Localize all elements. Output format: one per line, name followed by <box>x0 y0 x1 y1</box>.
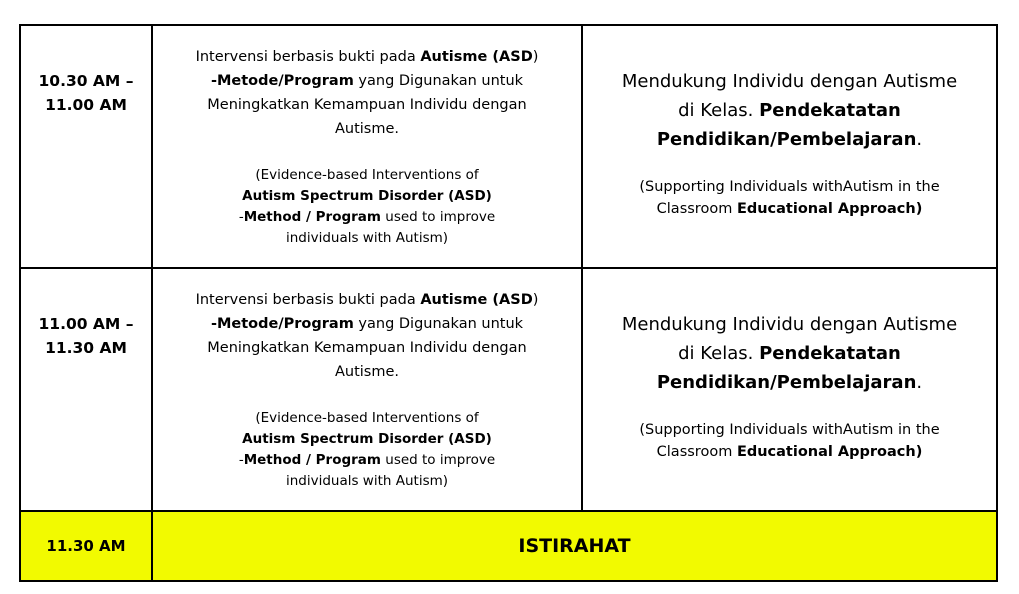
topic-id-line: Intervensi berbasis bukti pada Autisme (ASD) <box>195 291 539 308</box>
topic-id-line: -Metode/Program yang Digunakan untuk <box>210 72 524 89</box>
topic-en-block <box>161 165 573 249</box>
topic-en-line: -Method / Program used to improve <box>238 451 496 468</box>
schedule-table <box>19 24 998 582</box>
topic-en-line: (Evidence-based Interventions of <box>255 166 479 183</box>
topic-id-line: Meningkatkan Kemampuan Individu dengan <box>207 96 527 113</box>
session-title-cell <box>582 25 997 268</box>
title-id-line: di Kelas. Pendekatatan <box>678 100 901 121</box>
title-en-block <box>583 419 996 463</box>
title-en-line: (Supporting Individuals withAutism in the <box>639 422 940 438</box>
topic-en-line: -Method / Program used to improve <box>238 208 496 225</box>
time-start: 10.30 AM – <box>38 72 134 90</box>
title-en-line: Classroom Educational Approach) <box>656 201 923 217</box>
time-end: 11.30 AM <box>45 339 127 357</box>
title-id-block <box>583 67 996 154</box>
title-id-line: Mendukung Individu dengan Autisme <box>621 314 958 335</box>
schedule-row <box>20 25 997 268</box>
title-id-block <box>583 310 996 397</box>
session-topic-cell <box>152 25 582 268</box>
topic-id-line: Intervensi berbasis bukti pada Autisme (ASD) <box>195 48 539 65</box>
time-cell <box>20 268 152 511</box>
session-topic-cell <box>152 268 582 511</box>
time-cell <box>20 25 152 268</box>
topic-id-line: Autisme. <box>334 120 400 137</box>
title-id-line: Mendukung Individu dengan Autisme <box>621 71 958 92</box>
time-end: 11.00 AM <box>45 96 127 114</box>
topic-id-line: Meningkatkan Kemampuan Individu dengan <box>207 339 527 356</box>
title-en-block <box>583 176 996 220</box>
topic-en-line: Autism Spectrum Disorder (ASD) <box>242 430 492 447</box>
title-en-line: (Supporting Individuals withAutism in the <box>639 179 940 195</box>
break-row <box>20 511 997 581</box>
session-title-cell <box>582 268 997 511</box>
schedule-row <box>20 268 997 511</box>
title-id-line: Pendidikan/Pembelajaran. <box>656 372 923 393</box>
topic-en-block <box>161 408 573 492</box>
topic-id-line: -Metode/Program yang Digunakan untuk <box>210 315 524 332</box>
topic-en-line: (Evidence-based Interventions of <box>255 409 479 426</box>
time-start: 11.00 AM – <box>38 315 134 333</box>
title-id-line: di Kelas. Pendekatatan <box>678 343 901 364</box>
topic-en-line: individuals with Autism) <box>285 472 449 489</box>
break-time-cell: 11.30 AM <box>20 511 152 581</box>
title-id-line: Pendidikan/Pembelajaran. <box>656 129 923 150</box>
topic-en-line: individuals with Autism) <box>285 229 449 246</box>
break-title-cell: ISTIRAHAT <box>152 511 997 581</box>
topic-en-line: Autism Spectrum Disorder (ASD) <box>242 187 492 204</box>
topic-id-line: Autisme. <box>334 363 400 380</box>
title-en-line: Classroom Educational Approach) <box>656 444 923 460</box>
